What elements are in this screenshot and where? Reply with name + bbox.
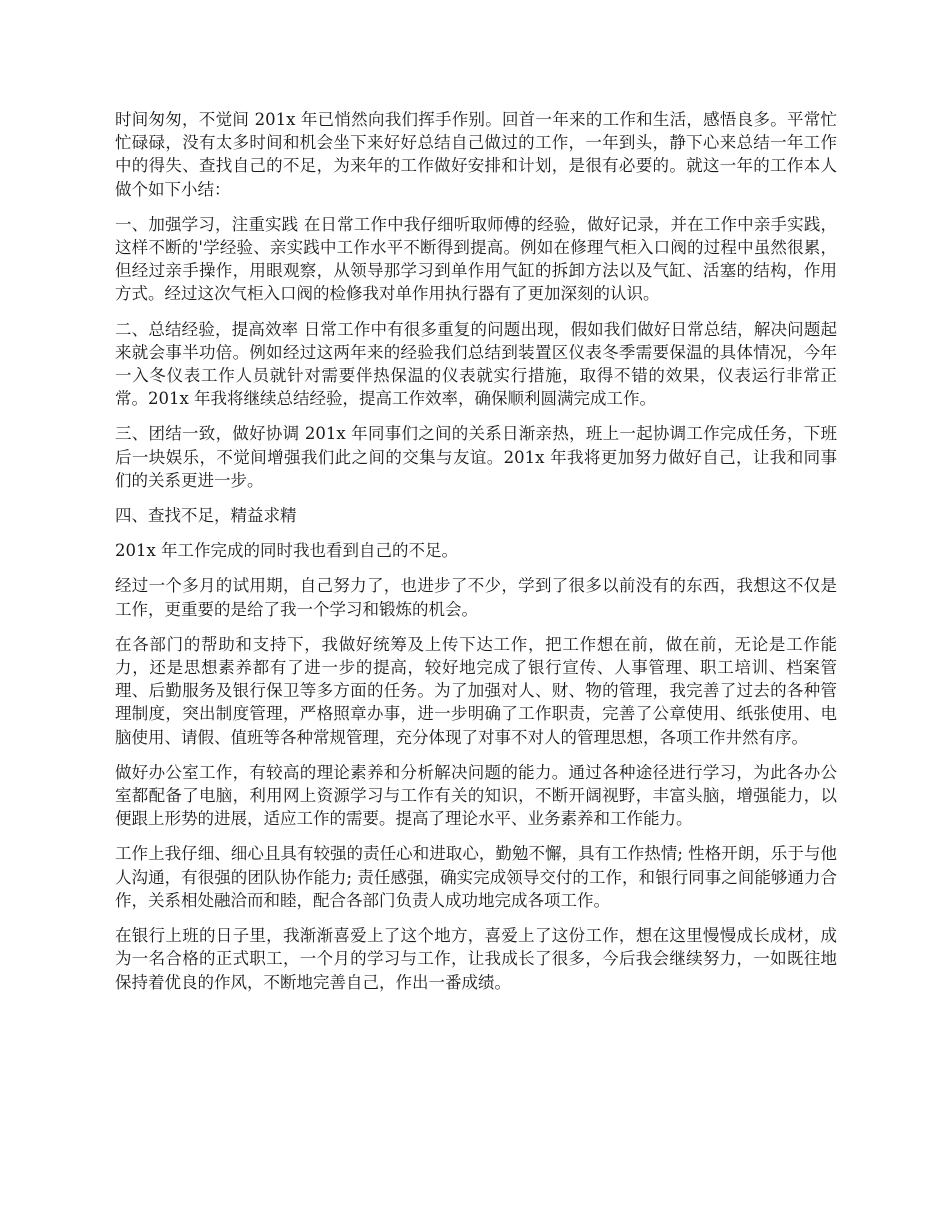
paragraph-intro: 时间匆匆，不觉间 201x 年已悄然向我们挥手作别。回首一年来的工作和生活，感悟良多。平常忙忙碌碌，没有太多时间和机会坐下来好好总结自己做过的工作，一年到头，静下心来总结一年工作中的得失、查找自己的不足，为来年的工作做好安排和计划，是很有必要的。就这一年的工作本人做个如下小结： [115, 110, 837, 199]
paragraph-shortcomings: 201x 年工作完成的同时我也看到自己的不足。 [115, 541, 459, 561]
document-body [115, 108, 837, 1006]
paragraph-section-2: 二、总结经验，提高效率 日常工作中有很多重复的问题出现，假如我们做好日常总结，解决问题起来就会事半功倍。例如经过这两年来的经验我们总结到装置区仪表冬季需要保温的具体情况，今年一入冬仪表工作人员就针对需要伴热保温的仪表就实行措施，取得不错的效果，仪表运行非常正常。201x 年我将继续总结经验，提高工作效率，确保顺利圆满完成工作。 [115, 319, 837, 409]
paragraph-attitude: 工作上我仔细、细心且具有较强的责任心和进取心，勤勉不懈，具有工作热情; 性格开朗，乐于与他人沟通，有很强的团队协作能力; 责任感强，确实完成领导交付的工作，和银行同事之间能够通力合作，关系相处融洽而和睦，配合各部门负责人成功地完成各项工作。 [115, 844, 837, 910]
paragraph-probation: 经过一个多月的试用期，自己努力了，也进步了不少，学到了很多以前没有的东西，我想这不仅是工作，更重要的是给了我一个学习和锻炼的机会。 [115, 576, 837, 619]
paragraph-section-3: 三、团结一致，做好协调 201x 年同事们之间的关系日渐亲热，班上一起协调工作完成任务，下班后一块娱乐，不觉间增强我们此之间的交集与友谊。201x 年我将更加努力做好自己，让我和同事们的关系更进一步。 [115, 424, 837, 490]
paragraph-office-work: 做好办公室工作，有较高的理论素养和分析解决问题的能力。通过各种途径进行学习，为此各办公室都配备了电脑，利用网上资源学习与工作有关的知识，不断开阔视野，丰富头脑，增强能力，以便跟上形势的进展，适应工作的需要。提高了理论水平、业务素养和工作能力。 [115, 762, 837, 829]
paragraph-conclusion: 在银行上班的日子里，我渐渐喜爱上了这个地方，喜爱上了这份工作，想在这里慢慢成长成材，成为一名合格的正式职工，一个月的学习与工作，让我成长了很多，今后我会继续努力，一如既往地保持着优良的作风，不断地完善自己，作出一番成绩。 [115, 926, 837, 992]
paragraph-section-1: 一、加强学习，注重实践 在日常工作中我仔细听取师傅的经验，做好记录，并在工作中亲手实践，这样不断的'学经验、亲实践中工作水平不断得到提高。例如在修理气柜入口阀的过程中虽然很累，但经过亲手操作，用眼观察，从领导那学习到单作用气缸的拆卸方法以及气缸、活塞的结构，作用方式。经过这次气柜入口阀的检修我对单作用执行器有了更加深刻的认识。 [115, 214, 837, 304]
paragraph-departments: 在各部门的帮助和支持下，我做好统筹及上传下达工作，把工作想在前，做在前，无论是工作能力，还是思想素养都有了进一步的提高，较好地完成了银行宣传、人事管理、职工培训、档案管理、后勤服务及银行保卫等多方面的任务。为了加强对人、财、物的管理，我完善了过去的各种管理制度，突出制度管理，严格照章办事，进一步明确了工作职责，完善了公章使用、纸张使用、电脑使用、请假、值班等各种常规管理，充分体现了对事不对人的管理思想，各项工作井然有序。 [115, 634, 837, 747]
paragraph-section-4-heading: 四、查找不足，精益求精 [115, 506, 297, 526]
